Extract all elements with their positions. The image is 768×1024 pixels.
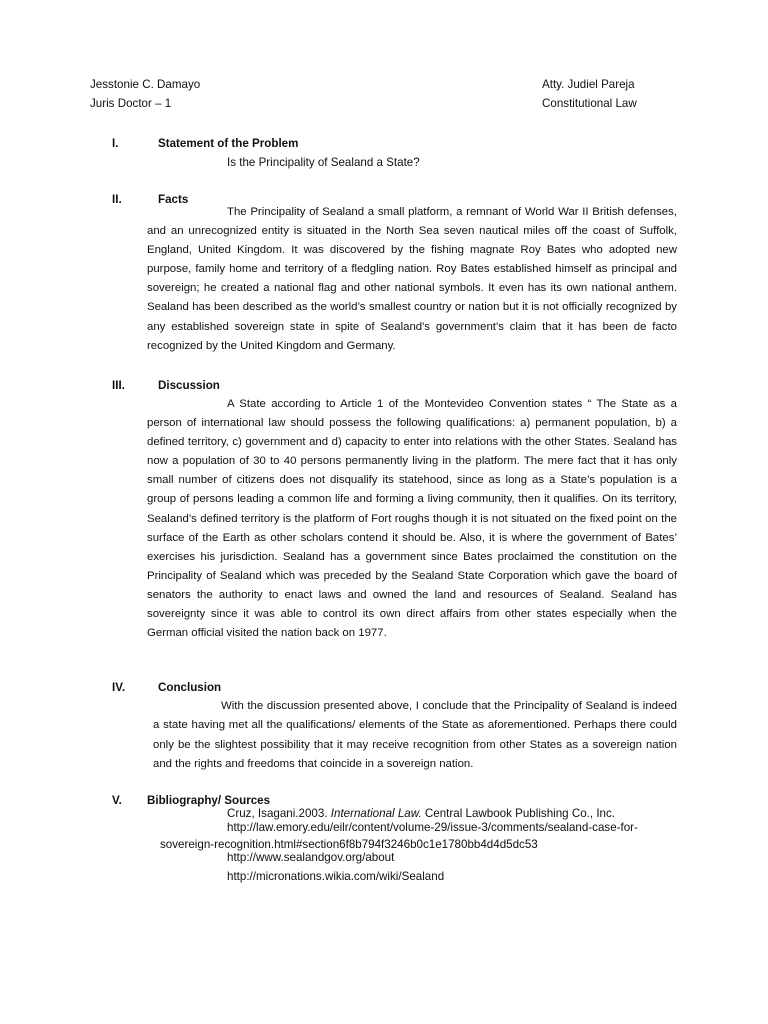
bib-url-emory-part1[interactable]: http://law.emory.edu/eilr/content/volume-29/issue-3/comments/sealand-case-for- [227, 821, 638, 834]
section-title-bibliography: Bibliography/ Sources [147, 794, 271, 807]
program-year: Juris Doctor – 1 [90, 97, 172, 110]
bib-book-title: International Law. [330, 807, 422, 820]
problem-question: Is the Principality of Sealand a State? [227, 156, 420, 169]
professor-name: Atty. Judiel Pareja [542, 78, 635, 91]
bib-book-author: Cruz, Isagani.2003. [227, 807, 328, 820]
bib-url-sealandgov[interactable]: http://www.sealandgov.org/about [227, 851, 395, 864]
section-numeral-problem: I. [112, 137, 119, 150]
discussion-paragraph: A State according to Article 1 of the Montevideo Convention states “ The State as a person of international law should possess the following qualifications: a) permanent population, b) a defined territory, c) government and d) capacity to enter into relations with the other States. Sealand has now a population of 30 to 40 persons permanently living in the platform. The mere fact that it has only small number of citizens does not disqualify its statehood, since as long as a State’s population is a group of persons leading a common life and forming a living community, then it qualifies. On its territory, Sealand’s defined territory is the platform of Fort roughs though it is not situated on the fixed point on the surface of the Earth as other scholars contend it should be. Also, it is where the government of Bates’ exercises his jurisdiction. Sealand has a government since Bates proclaimed the constitution on the Principality of Sealand which was preceded by the Sealand State Corporation which gave the board of senators the authority to enact laws and owned the land and resources of Sealand. Sealand has sovereignty since it was able to control its own direct affairs from other states especially when the German official visited the nation back on 1977. [147, 398, 677, 640]
section-title-problem: Statement of the Problem [158, 137, 299, 150]
course-name: Constitutional Law [542, 97, 637, 110]
bib-url-emory-part2[interactable]: sovereign-recognition.html#section6f8b794f3246b0c1e1780bb4d4d5dc53 [160, 838, 538, 851]
section-title-facts: Facts [158, 193, 189, 206]
facts-paragraph: The Principality of Sealand a small platform, a remnant of World War II British defenses, and an unrecognized entity is situated in the North Sea seven nautical miles off the coast of Suffolk, England, United Kingdom. It was discovered by the fishing magnate Roy Bates who adopted new purpose, family home and territory of a fledgling nation. Roy Bates established himself as principal and sovereign; he created a national flag and other national symbols. It even has its own national anthem. Sealand has been described as the world’s smallest country or nation but it is not officially recognized by any established sovereign state in spite of Sealand's government's claim that it has been de facto recognized by the United Kingdom and Germany. [147, 206, 677, 352]
bib-url-micronations[interactable]: http://micronations.wikia.com/wiki/Sealand [227, 870, 445, 883]
section-numeral-discussion: III. [112, 379, 125, 392]
bib-book-publisher: Central Lawbook Publishing Co., Inc. [424, 807, 616, 820]
section-title-conclusion: Conclusion [158, 681, 222, 694]
section-numeral-facts: II. [112, 193, 122, 206]
section-numeral-bibliography: V. [112, 794, 122, 807]
author-name: Jesstonie C. Damayo [90, 78, 201, 91]
bib-entry-book [227, 807, 615, 820]
section-numeral-conclusion: IV. [112, 681, 126, 694]
conclusion-paragraph: With the discussion presented above, I conclude that the Principality of Sealand is indeed a state having met all the qualifications/ elements of the State as aforementioned. Perhaps there could only be the slightest possibility that it may receive recognition from other States as a sovereign nation and the rights and freedoms that coincide in a sovereign nation. [153, 700, 677, 770]
section-title-discussion: Discussion [158, 379, 220, 392]
